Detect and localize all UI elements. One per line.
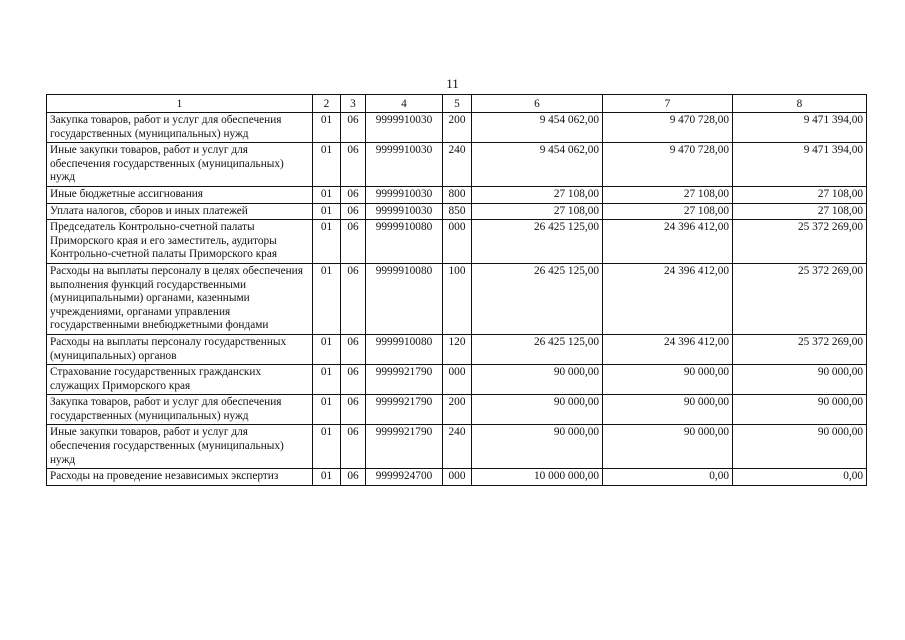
subsection-code-cell: 06 bbox=[341, 425, 366, 469]
table-row bbox=[47, 395, 867, 425]
amount-col6-cell: 26 425 125,00 bbox=[472, 334, 603, 364]
table-row bbox=[47, 334, 867, 364]
budget-table bbox=[46, 94, 867, 486]
expense-type-cell: 000 bbox=[443, 469, 472, 486]
row-name-cell: Иные закупки товаров, работ и услуг для обеспечения государственных (муниципальных) нужд bbox=[47, 143, 313, 187]
amount-col8-cell: 25 372 269,00 bbox=[733, 220, 867, 264]
target-article-cell: 9999921790 bbox=[366, 395, 443, 425]
column-header: 3 bbox=[341, 95, 366, 113]
column-header: 7 bbox=[603, 95, 733, 113]
section-code-cell: 01 bbox=[313, 113, 341, 143]
column-header: 8 bbox=[733, 95, 867, 113]
target-article-cell: 9999910030 bbox=[366, 203, 443, 220]
amount-col7-cell: 9 470 728,00 bbox=[603, 113, 733, 143]
section-code-cell: 01 bbox=[313, 365, 341, 395]
amount-col7-cell: 90 000,00 bbox=[603, 425, 733, 469]
expense-type-cell: 120 bbox=[443, 334, 472, 364]
table-row bbox=[47, 220, 867, 264]
amount-col8-cell: 27 108,00 bbox=[733, 186, 867, 203]
amount-col8-cell: 9 471 394,00 bbox=[733, 143, 867, 187]
table-row bbox=[47, 143, 867, 187]
amount-col6-cell: 10 000 000,00 bbox=[472, 469, 603, 486]
section-code-cell: 01 bbox=[313, 469, 341, 486]
amount-col7-cell: 9 470 728,00 bbox=[603, 143, 733, 187]
amount-col8-cell: 90 000,00 bbox=[733, 395, 867, 425]
subsection-code-cell: 06 bbox=[341, 469, 366, 486]
amount-col7-cell: 90 000,00 bbox=[603, 365, 733, 395]
expense-type-cell: 240 bbox=[443, 425, 472, 469]
target-article-cell: 9999910030 bbox=[366, 113, 443, 143]
section-code-cell: 01 bbox=[313, 143, 341, 187]
subsection-code-cell: 06 bbox=[341, 203, 366, 220]
amount-col6-cell: 90 000,00 bbox=[472, 365, 603, 395]
subsection-code-cell: 06 bbox=[341, 263, 366, 334]
amount-col6-cell: 9 454 062,00 bbox=[472, 143, 603, 187]
row-name-cell: Председатель Контрольно-счетной палаты Приморского края и его заместитель, аудиторы Контрольно-счетной палаты Приморского края bbox=[47, 220, 313, 264]
subsection-code-cell: 06 bbox=[341, 334, 366, 364]
table-body bbox=[47, 113, 867, 486]
table-row bbox=[47, 113, 867, 143]
target-article-cell: 9999910080 bbox=[366, 220, 443, 264]
expense-type-cell: 000 bbox=[443, 220, 472, 264]
subsection-code-cell: 06 bbox=[341, 365, 366, 395]
section-code-cell: 01 bbox=[313, 186, 341, 203]
row-name-cell: Страхование государственных гражданских служащих Приморского края bbox=[47, 365, 313, 395]
amount-col6-cell: 90 000,00 bbox=[472, 425, 603, 469]
amount-col8-cell: 90 000,00 bbox=[733, 425, 867, 469]
column-header: 5 bbox=[443, 95, 472, 113]
table-row bbox=[47, 186, 867, 203]
expense-type-cell: 850 bbox=[443, 203, 472, 220]
row-name-cell: Закупка товаров, работ и услуг для обеспечения государственных (муниципальных) нужд bbox=[47, 113, 313, 143]
row-name-cell: Иные закупки товаров, работ и услуг для обеспечения государственных (муниципальных) нужд bbox=[47, 425, 313, 469]
amount-col8-cell: 90 000,00 bbox=[733, 365, 867, 395]
column-header: 6 bbox=[472, 95, 603, 113]
section-code-cell: 01 bbox=[313, 425, 341, 469]
table-row bbox=[47, 263, 867, 334]
amount-col8-cell: 0,00 bbox=[733, 469, 867, 486]
amount-col6-cell: 9 454 062,00 bbox=[472, 113, 603, 143]
target-article-cell: 9999910030 bbox=[366, 186, 443, 203]
subsection-code-cell: 06 bbox=[341, 186, 366, 203]
section-code-cell: 01 bbox=[313, 203, 341, 220]
amount-col7-cell: 27 108,00 bbox=[603, 203, 733, 220]
row-name-cell: Уплата налогов, сборов и иных платежей bbox=[47, 203, 313, 220]
target-article-cell: 9999921790 bbox=[366, 425, 443, 469]
row-name-cell: Расходы на выплаты персоналу в целях обеспечения выполнения функций государственными (муниципальными) органами, казенными учреждениями, органами управления государственными внебюджетными фондами bbox=[47, 263, 313, 334]
header-row bbox=[47, 95, 867, 113]
amount-col8-cell: 9 471 394,00 bbox=[733, 113, 867, 143]
amount-col8-cell: 25 372 269,00 bbox=[733, 263, 867, 334]
subsection-code-cell: 06 bbox=[341, 113, 366, 143]
amount-col7-cell: 24 396 412,00 bbox=[603, 334, 733, 364]
amount-col7-cell: 24 396 412,00 bbox=[603, 263, 733, 334]
amount-col6-cell: 27 108,00 bbox=[472, 203, 603, 220]
amount-col6-cell: 26 425 125,00 bbox=[472, 263, 603, 334]
table-row bbox=[47, 365, 867, 395]
amount-col7-cell: 24 396 412,00 bbox=[603, 220, 733, 264]
amount-col7-cell: 90 000,00 bbox=[603, 395, 733, 425]
amount-col6-cell: 90 000,00 bbox=[472, 395, 603, 425]
expense-type-cell: 000 bbox=[443, 365, 472, 395]
section-code-cell: 01 bbox=[313, 263, 341, 334]
column-header: 4 bbox=[366, 95, 443, 113]
column-header: 2 bbox=[313, 95, 341, 113]
expense-type-cell: 800 bbox=[443, 186, 472, 203]
table-row bbox=[47, 469, 867, 486]
amount-col6-cell: 27 108,00 bbox=[472, 186, 603, 203]
amount-col6-cell: 26 425 125,00 bbox=[472, 220, 603, 264]
expense-type-cell: 200 bbox=[443, 395, 472, 425]
target-article-cell: 9999910080 bbox=[366, 263, 443, 334]
expense-type-cell: 200 bbox=[443, 113, 472, 143]
table-row bbox=[47, 425, 867, 469]
amount-col7-cell: 27 108,00 bbox=[603, 186, 733, 203]
expense-type-cell: 240 bbox=[443, 143, 472, 187]
section-code-cell: 01 bbox=[313, 334, 341, 364]
page-number: 11 bbox=[446, 76, 459, 91]
subsection-code-cell: 06 bbox=[341, 220, 366, 264]
column-header: 1 bbox=[47, 95, 313, 113]
section-code-cell: 01 bbox=[313, 220, 341, 264]
amount-col8-cell: 27 108,00 bbox=[733, 203, 867, 220]
target-article-cell: 9999910030 bbox=[366, 143, 443, 187]
target-article-cell: 9999921790 bbox=[366, 365, 443, 395]
section-code-cell: 01 bbox=[313, 395, 341, 425]
table-row bbox=[47, 203, 867, 220]
subsection-code-cell: 06 bbox=[341, 143, 366, 187]
target-article-cell: 9999910080 bbox=[366, 334, 443, 364]
amount-col8-cell: 25 372 269,00 bbox=[733, 334, 867, 364]
expense-type-cell: 100 bbox=[443, 263, 472, 334]
subsection-code-cell: 06 bbox=[341, 395, 366, 425]
amount-col7-cell: 0,00 bbox=[603, 469, 733, 486]
row-name-cell: Расходы на выплаты персоналу государственных (муниципальных) органов bbox=[47, 334, 313, 364]
row-name-cell: Иные бюджетные ассигнования bbox=[47, 186, 313, 203]
row-name-cell: Закупка товаров, работ и услуг для обеспечения государственных (муниципальных) нужд bbox=[47, 395, 313, 425]
row-name-cell: Расходы на проведение независимых экспертиз bbox=[47, 469, 313, 486]
target-article-cell: 9999924700 bbox=[366, 469, 443, 486]
